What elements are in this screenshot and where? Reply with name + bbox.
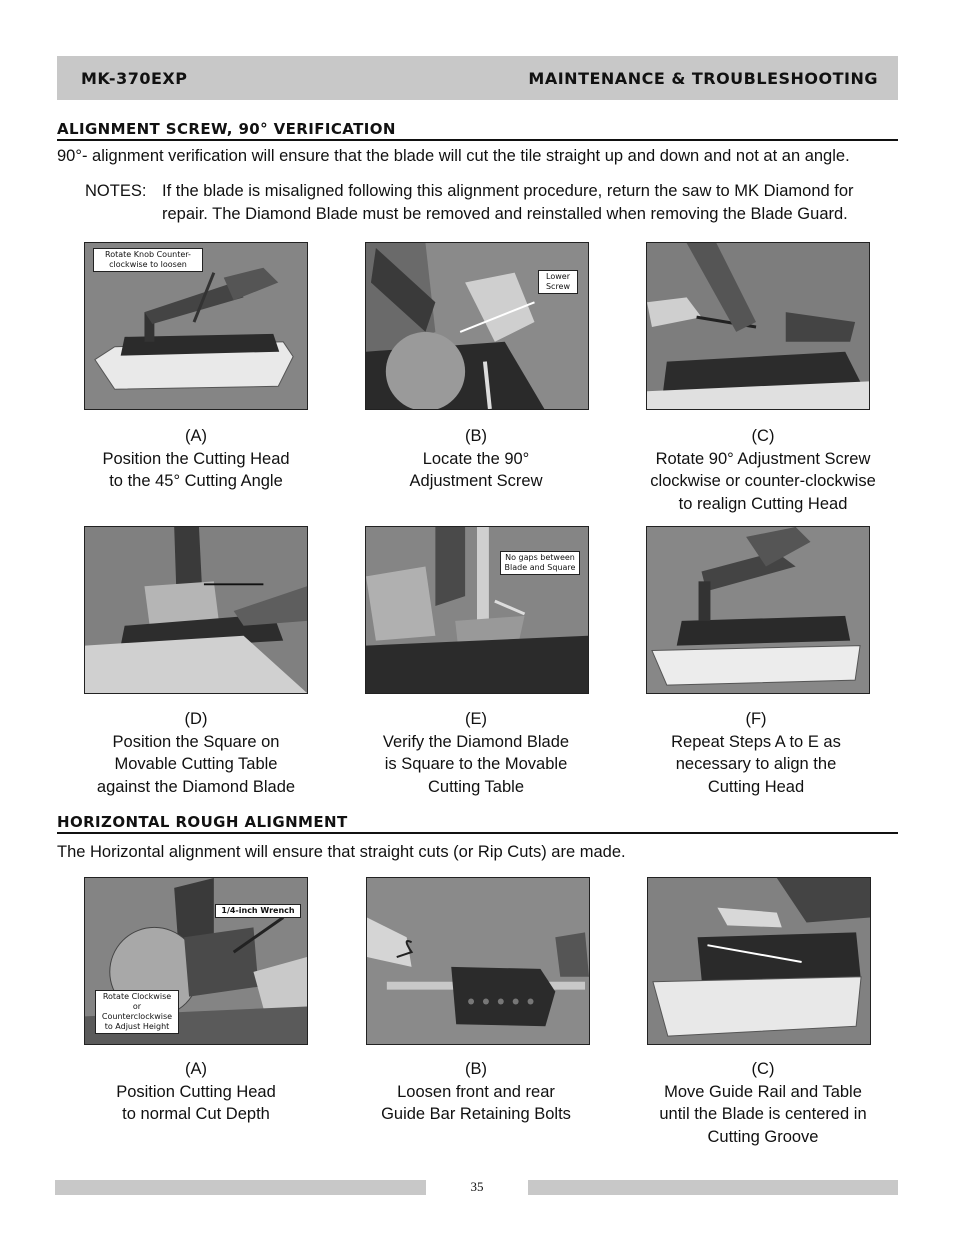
- footer-bar-right: [528, 1180, 898, 1195]
- caption-step-e-line: is Square to the Movable: [384, 755, 568, 773]
- caption-step-f-line: (F): [745, 710, 767, 728]
- caption-step-a-line: to the 45° Cutting Angle: [109, 472, 283, 490]
- photo-horizontal-step-c: [647, 877, 871, 1045]
- footer-bar-left: [55, 1180, 426, 1195]
- notes-line-2: repair. The Diamond Blade must be removed and reinstalled when removing the Blade Guard.: [162, 205, 848, 223]
- callout-rotate-knob: Rotate Knob Counter-clockwise to loosen: [93, 248, 203, 272]
- caption-step-e-line: Cutting Table: [427, 777, 524, 796]
- notes-label: NOTES:: [85, 182, 147, 200]
- caption-step-f-line: necessary to align the: [675, 755, 837, 773]
- caption-step-c-line: to realign Cutting Head: [678, 494, 848, 513]
- page-header: [57, 56, 898, 100]
- caption-step-d-line: Movable Cutting Table: [114, 755, 278, 773]
- caption-step-a-line: (A): [185, 427, 207, 445]
- caption-step-e-line: Verify the Diamond Blade: [382, 732, 570, 751]
- caption-step-c-line: clockwise or counter-clockwise: [650, 472, 876, 490]
- caption-horizontal-a-line: Position Cutting Head: [116, 1082, 276, 1101]
- caption-horizontal-c-line: until the Blade is centered in: [659, 1105, 867, 1123]
- caption-step-b: [356, 425, 596, 493]
- section1-intro: 90°- alignment verification will ensure that the blade will cut the tile straight up and down and not at an angle.: [57, 147, 850, 165]
- section-name: MAINTENANCE & TROUBLESHOOTING: [528, 68, 878, 88]
- caption-step-f-line: Cutting Head: [707, 777, 805, 796]
- caption-step-e: [356, 708, 596, 798]
- caption-step-e-line: (E): [465, 710, 487, 728]
- caption-step-c: [628, 425, 898, 515]
- caption-horizontal-a-line: to normal Cut Depth: [122, 1105, 270, 1123]
- caption-horizontal-b-line: (B): [465, 1060, 487, 1078]
- model-name: MK-370EXP: [81, 68, 188, 88]
- photo-horizontal-step-b: [366, 877, 590, 1045]
- callout-lower-screw: Lower Screw: [538, 270, 578, 294]
- caption-step-b-line: Locate the 90°: [422, 449, 530, 468]
- caption-step-a-line: Position the Cutting Head: [102, 449, 290, 468]
- caption-step-f: [636, 708, 876, 798]
- caption-horizontal-a-line: (A): [185, 1060, 207, 1078]
- photo-step-e-verify-square: [365, 526, 589, 694]
- section-title-alignment-screw: ALIGNMENT SCREW, 90° VERIFICATION: [57, 120, 898, 141]
- caption-step-d-line: Position the Square on: [112, 732, 280, 751]
- page-number: 35: [470, 1179, 484, 1194]
- caption-horizontal-c-line: (C): [751, 1060, 775, 1078]
- caption-step-b-line: Adjustment Screw: [409, 472, 543, 490]
- caption-horizontal-b-line: Loosen front and rear: [397, 1082, 555, 1101]
- photo-step-d-square: [84, 526, 308, 694]
- caption-horizontal-step-c: [628, 1058, 898, 1148]
- callout-adjust-height: Rotate Clockwise or Counterclockwise to Adjust Height: [95, 990, 179, 1034]
- caption-horizontal-c-line: Cutting Groove: [707, 1127, 819, 1146]
- caption-step-d: [76, 708, 316, 798]
- notes-line-1: If the blade is misaligned following this alignment procedure, return the saw to MK Diamond for: [162, 182, 854, 200]
- callout-no-gaps: No gaps between Blade and Square: [500, 551, 580, 575]
- caption-horizontal-step-a: [76, 1058, 316, 1126]
- photo-step-b-locate-screw: [365, 242, 589, 410]
- caption-horizontal-c-line: Move Guide Rail and Table: [664, 1082, 862, 1101]
- photo-step-a-45-angle: [84, 242, 308, 410]
- caption-step-c-line: (C): [751, 427, 775, 445]
- caption-step-d-line: against the Diamond Blade: [96, 777, 296, 796]
- caption-step-d-line: (D): [184, 710, 208, 728]
- caption-horizontal-step-b: [346, 1058, 606, 1126]
- photo-horizontal-step-a: [84, 877, 308, 1045]
- caption-step-b-line: (B): [465, 427, 487, 445]
- callout-wrench: 1/4-inch Wrench: [215, 904, 301, 918]
- caption-horizontal-b-line: Guide Bar Retaining Bolts: [381, 1105, 571, 1123]
- section-title-horizontal-alignment: HORIZONTAL ROUGH ALIGNMENT: [57, 813, 898, 834]
- caption-step-c-line: Rotate 90° Adjustment Screw: [655, 449, 871, 468]
- caption-step-a: [76, 425, 316, 493]
- caption-step-f-line: Repeat Steps A to E as: [671, 732, 841, 751]
- photo-step-f-repeat: [646, 526, 870, 694]
- photo-step-c-rotate-screw: [646, 242, 870, 410]
- section2-intro: The Horizontal alignment will ensure that straight cuts (or Rip Cuts) are made.: [57, 843, 626, 861]
